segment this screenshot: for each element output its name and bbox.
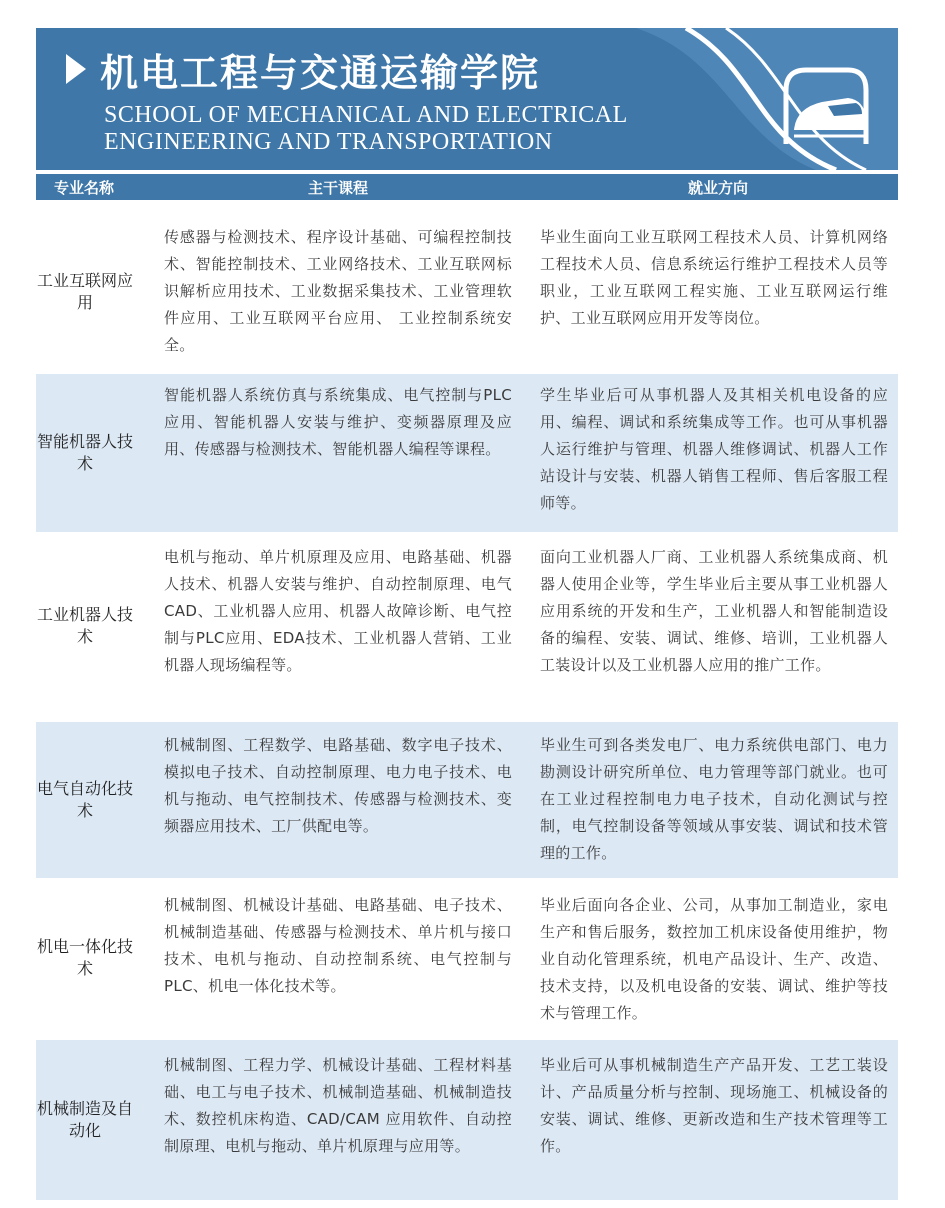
table-row: [36, 880, 898, 1036]
table-header: [36, 174, 898, 200]
major-name: 机电一体化技术: [36, 937, 133, 978]
major-courses: 机械制图、工程数学、电路基础、数字电子技术、模拟电子技术、自动控制原理、电力电子技术、电机与拖动、电气控制技术、传感器与检测技术、变频器应用技术、工厂供配电等。: [164, 736, 512, 835]
table-row: [36, 722, 898, 878]
train-icon: [778, 60, 874, 148]
play-arrow-icon: [66, 54, 86, 84]
header-main-courses: 主干课程: [308, 179, 369, 197]
banner-title-en-line2: ENGINEERING AND TRANSPORTATION: [104, 129, 553, 155]
major-courses: 传感器与检测技术、程序设计基础、可编程控制技术、智能控制技术、工业网络技术、工业互联网标识解析应用技术、工业数据采集技术、工业管理软件应用、工业互联网平台应用、 工业控制系统安全。: [164, 228, 512, 354]
major-name: 智能机器人技术: [36, 432, 133, 473]
header-major-name: 专业名称: [54, 179, 115, 197]
major-career: 毕业后可从事机械制造生产产品开发、工艺工装设计、产品质量分析与控制、现场施工、机械设备的安装、调试、维修、更新改造和生产技术管理等工作。: [540, 1056, 888, 1155]
major-courses: 机械制图、机械设计基础、电路基础、电子技术、机械制造基础、传感器与检测技术、单片机与接口技术、电机与拖动、自动控制系统、电气控制与PLC、机电一体化技术等。: [164, 896, 512, 995]
major-career: 毕业生面向工业互联网工程技术人员、计算机网络工程技术人员、信息系统运行维护工程技术人员等职业，工业互联网工程实施、工业互联网运行维护、工业互联网应用开发等岗位。: [540, 228, 888, 327]
major-courses: 机械制图、工程力学、机械设计基础、工程材料基础、电工与电子技术、机械制造基础、机械制造技术、数控机床构造、CAD/CAM 应用软件、自动控制原理、电机与拖动、单片机原理与应用等。: [164, 1056, 512, 1155]
major-career: 面向工业机器人厂商、工业机器人系统集成商、机器人使用企业等，学生毕业后主要从事工业机器人应用系统的开发和生产，工业机器人和智能制造设备的编程、安装、调试、维修、培训，工业机器人工装设计以及工业机器人应用的推广工作。: [540, 548, 888, 674]
major-career: 毕业生可到各类发电厂、电力系统供电部门、电力勘测设计研究所单位、电力管理等部门就业。也可在工业过程控制电力电子技术，自动化测试与控制，电气控制设备等领域从事安装、调试和技术管理的工作。: [540, 736, 888, 862]
major-courses: 电机与拖动、单片机原理及应用、电路基础、机器人技术、机器人安装与维护、自动控制原理、电气CAD、工业机器人应用、机器人故障诊断、电气控制与PLC应用、EDA技术、工业机器人营销、工业机器人现场编程等。: [164, 548, 512, 674]
banner-title-en-line1: SCHOOL OF MECHANICAL AND ELECTRICAL: [104, 102, 628, 128]
table-row: [36, 534, 898, 718]
table-row: [36, 212, 898, 372]
header-career: 就业方向: [688, 179, 749, 197]
major-name: 电气自动化技术: [36, 779, 133, 820]
major-career: 毕业后面向各企业、公司，从事加工制造业，家电生产和售后服务，数控加工机床设备使用维护，物业自动化管理系统，机电产品设计、生产、改造、技术支持，以及机电设备的安装、调试、维护等技术与管理工作。: [540, 896, 888, 1022]
banner-title-en: [104, 102, 628, 156]
table-row: [36, 1040, 898, 1200]
banner: [36, 28, 898, 170]
banner-title-cn: 机电工程与交通运输学院: [100, 50, 541, 95]
major-name: 机械制造及自动化: [36, 1099, 133, 1140]
table-row: [36, 374, 898, 532]
major-career: 学生毕业后可从事机器人及其相关机电设备的应用、编程、调试和系统集成等工作。也可从事机器人运行维护与管理、机器人维修调试、机器人工作站设计与安装、机器人销售工程师、售后客服工程师等。: [540, 386, 888, 512]
major-name: 工业机器人技术: [36, 605, 133, 646]
major-name: 工业互联网应用: [36, 271, 133, 312]
major-courses: 智能机器人系统仿真与系统集成、电气控制与PLC应用、智能机器人安装与维护、变频器原理及应用、传感器与检测技术、智能机器人编程等课程。: [164, 386, 512, 458]
